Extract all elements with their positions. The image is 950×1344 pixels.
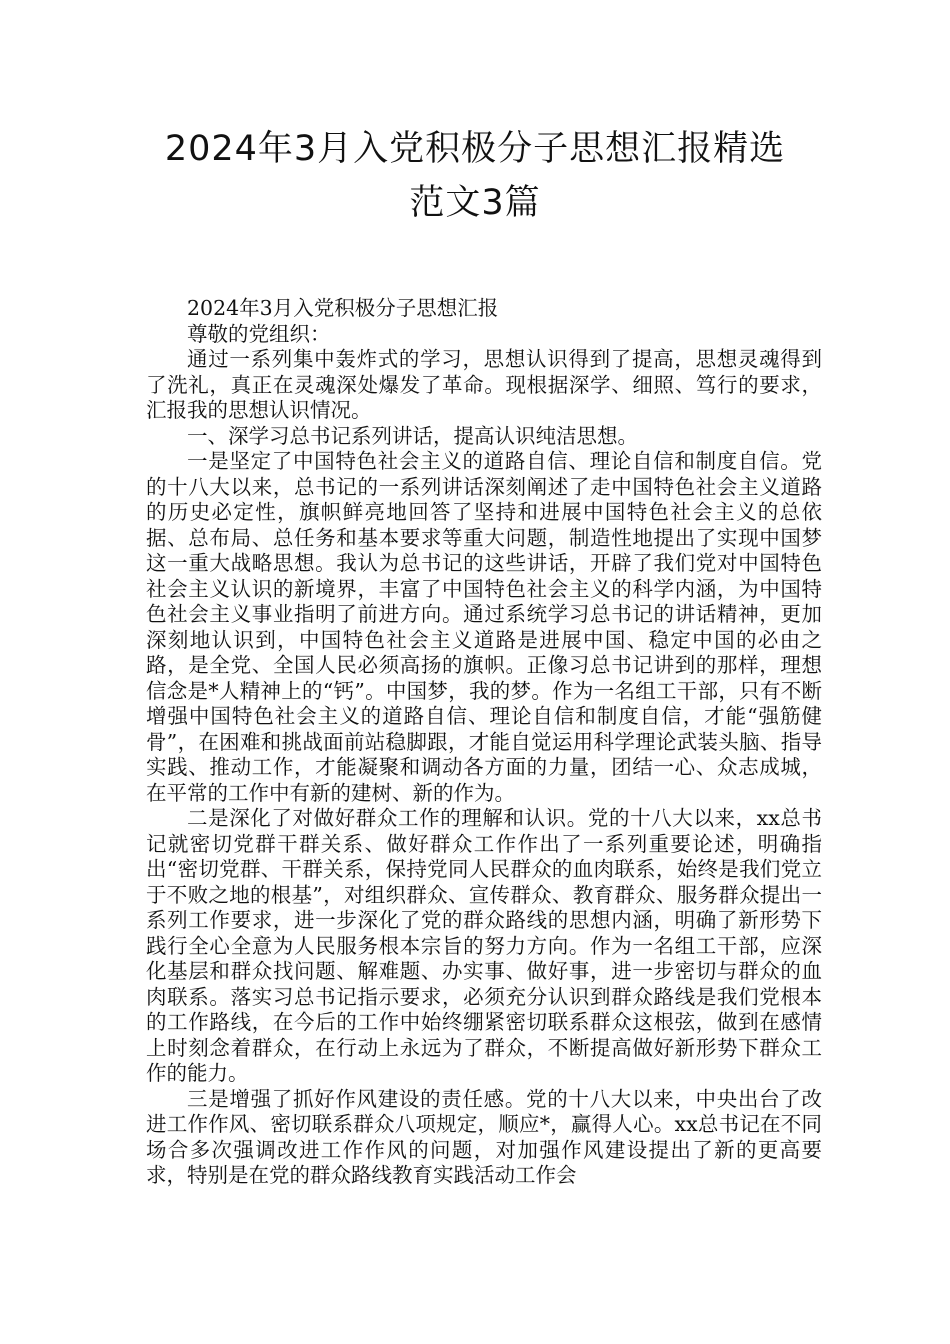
section-heading: 一、深学习总书记系列讲话，提高认识纯洁思想。 <box>187 423 638 448</box>
body-paragraph: 通过一系列集中轰炸式的学习，思想认识得到了提高，思想灵魂得到了洗礼，真正在灵魂深处爆发了革命。现根据深学、细照、笃行的要求，汇报我的思想认识情况。 <box>146 347 822 422</box>
salutation: 尊敬的党组织： <box>187 321 331 346</box>
body-paragraph: 三是增强了抓好作风建设的责任感。党的十八大以来，中央出台了改进工作作风、密切联系群众八项规定，顺应*，赢得人心。xx总书记在不同场合多次强调改进工作作风的问题，对加强作风建设提出了新的更高要求，特别是在党的群众路线教育实践活动工作会 <box>146 1086 822 1187</box>
body-paragraph: 一是坚定了中国特色社会主义的道路自信、理论自信和制度自信。党的十八大以来，总书记的一系列讲话深刻阐述了走中国特色社会主义道路的历史必定性，旗帜鲜亮地回答了坚持和进展中国特色社会主义的总依据、总布局、总任务和基本要求等重大问题，制造性地提出了实现中国梦这一重大战略思想。我认为总书记的这些讲话，开辟了我们党对中国特色社会主义认识的新境界，丰富了中国特色社会主义的科学内涵，为中国特色社会主义事业指明了前进方向。通过系统学习总书记的讲话精神，更加深刻地认识到，中国特色社会主义道路是进展中国、稳定中国的必由之路，是全党、全国人民必须高扬的旗帜。正像习总书记讲到的那样，理想信念是*人精神上的“钙”。中国梦，我的梦。作为一名组工干部，只有不断增强中国特色社会主义的道路自信、理论自信和制度自信，才能“强筋健骨”，在困难和挑战面前站稳脚跟，才能自觉运用科学理论武装头脑、指导实践、推动工作，才能凝聚和调动各方面的力量，团结一心、众志成城，在平常的工作中有新的建树、新的作为。 <box>146 449 822 805</box>
document-title-line-1: 2024年3月入党积极分子思想汇报精选 <box>164 129 786 169</box>
document-body <box>146 296 822 1189</box>
document-title-line-2: 范文3篇 <box>409 183 541 223</box>
body-paragraph: 二是深化了对做好群众工作的理解和认识。党的十八大以来，xx总书记就密切党群干群关系、做好群众工作作出了一系列重要论述，明确指出“密切党群、干群关系，保持党同人民群众的血肉联系，始终是我们党立于不败之地的根基”，对组织群众、宣传群众、教育群众、服务群众提出一系列工作要求，进一步深化了党的群众路线的思想内涵，明确了新形势下践行全心全意为人民服务根本宗旨的努力方向。作为一名组工干部，应深化基层和群众找问题、解难题、办实事、做好事，进一步密切与群众的血肉联系。落实习总书记指示要求，必须充分认识到群众路线是我们党根本的工作路线，在今后的工作中始终绷紧密切联系群众这根弦，做到在感情上时刻念着群众，在行动上永远为了群众，不断提高做好新形势下群众工作的能力。 <box>146 806 822 1085</box>
document-title <box>95 122 855 230</box>
report-heading: 2024年3月入党积极分子思想汇报 <box>187 296 499 320</box>
